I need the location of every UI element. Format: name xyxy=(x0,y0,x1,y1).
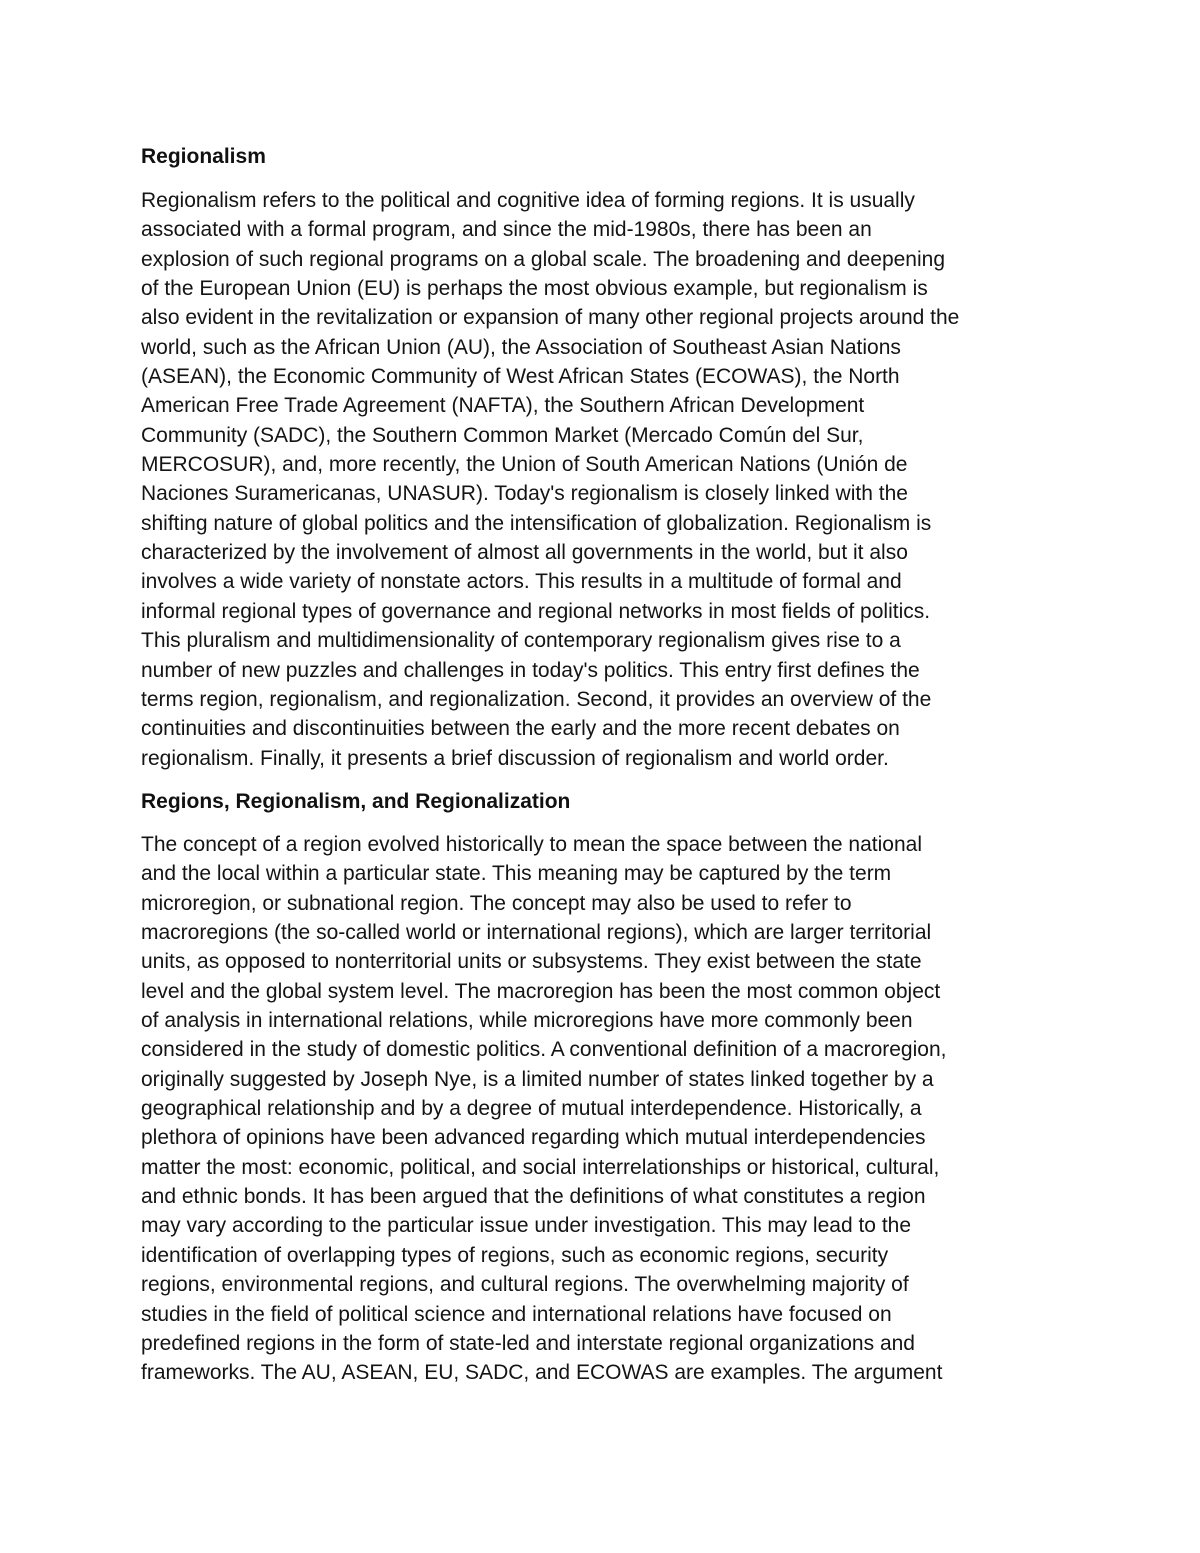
paragraph-line: identification of overlapping types of regions, such as economic regions, security xyxy=(141,1243,889,1267)
paragraph-line: level and the global system level. The macroregion has been the most common object xyxy=(141,979,941,1003)
paragraph-line: characterized by the involvement of almost all governments in the world, but it also xyxy=(141,541,908,565)
section-heading: Regions, Regionalism, and Regionalization xyxy=(141,790,571,813)
paragraph-line: and the local within a particular state. This meaning may be captured by the term xyxy=(141,862,892,886)
paragraph-line: geographical relationship and by a degree of mutual interdependence. Historically, a xyxy=(141,1097,922,1121)
paragraph-line: regions, environmental regions, and cultural regions. The overwhelming majority of xyxy=(141,1273,909,1297)
paragraph-line: continuities and discontinuities between the early and the more recent debates on xyxy=(141,717,900,741)
paragraph-line: terms region, regionalism, and regionalization. Second, it provides an overview of the xyxy=(141,687,932,711)
document-title: Regionalism xyxy=(141,145,266,168)
paragraph-line: Naciones Suramericanas, UNASUR). Today's regionalism is closely linked with the xyxy=(141,482,908,506)
paragraph-line: shifting nature of global politics and the intensification of globalization. Regionalism is xyxy=(141,511,932,535)
paragraph-line: This pluralism and multidimensionality of contemporary regionalism gives rise to a xyxy=(141,629,901,653)
paragraph-line: plethora of opinions have been advanced regarding which mutual interdependencies xyxy=(141,1126,926,1150)
paragraph-line: Regionalism refers to the political and cognitive idea of forming regions. It is usually xyxy=(141,189,915,212)
paragraph-line: regionalism. Finally, it presents a brief discussion of regionalism and world order. xyxy=(141,746,889,770)
paragraph-line: originally suggested by Joseph Nye, is a limited number of states linked together by a xyxy=(141,1067,934,1091)
paragraph-line: units, as opposed to nonterritorial units or subsystems. They exist between the state xyxy=(141,950,922,974)
paragraph-line: studies in the field of political science and international relations have focused on xyxy=(141,1302,892,1326)
paragraph-line: involves a wide variety of nonstate actors. This results in a multitude of formal and xyxy=(141,570,902,594)
paragraph-line: American Free Trade Agreement (NAFTA), the Southern African Development xyxy=(141,394,865,418)
paragraph-line: also evident in the revitalization or expansion of many other regional projects around the xyxy=(141,306,960,330)
paragraph-line: of analysis in international relations, while microregions have more commonly been xyxy=(141,1009,913,1033)
paragraph-line: world, such as the African Union (AU), the Association of Southeast Asian Nations xyxy=(141,335,901,359)
paragraph-line: (ASEAN), the Economic Community of West African States (ECOWAS), the North xyxy=(141,365,900,389)
paragraph-line: considered in the study of domestic politics. A conventional definition of a macroregion, xyxy=(141,1038,947,1062)
paragraph-line: Community (SADC), the Southern Common Market (Mercado Común del Sur, xyxy=(141,423,864,447)
section-paragraph xyxy=(141,830,946,1388)
paragraph-line: macroregions (the so-called world or international regions), which are larger territorial xyxy=(141,921,932,945)
paragraph-line: may vary according to the particular issue under investigation. This may lead to the xyxy=(141,1214,912,1238)
paragraph-line: associated with a formal program, and since the mid-1980s, there has been an xyxy=(141,218,872,242)
paragraph-line: predefined regions in the form of state-led and interstate regional organizations and xyxy=(141,1331,915,1355)
paragraph-line: microregion, or subnational region. The concept may also be used to refer to xyxy=(141,891,852,915)
paragraph-line: explosion of such regional programs on a global scale. The broadening and deepening xyxy=(141,247,946,271)
paragraph-line: MERCOSUR), and, more recently, the Union of South American Nations (Unión de xyxy=(141,453,908,477)
paragraph-line: frameworks. The AU, ASEAN, EU, SADC, and ECOWAS are examples. The argument xyxy=(141,1361,943,1385)
paragraph-line: and ethnic bonds. It has been argued that the definitions of what constitutes a region xyxy=(141,1185,926,1209)
intro-paragraph xyxy=(141,186,959,773)
paragraph-line: The concept of a region evolved historically to mean the space between the national xyxy=(141,833,922,856)
paragraph-line: number of new puzzles and challenges in today's politics. This entry first defines the xyxy=(141,658,920,682)
paragraph-line: matter the most: economic, political, and social interrelationships or historical, cultural, xyxy=(141,1155,940,1179)
paragraph-line: of the European Union (EU) is perhaps the most obvious example, but regionalism is xyxy=(141,277,928,301)
paragraph-line: informal regional types of governance and regional networks in most fields of politics. xyxy=(141,599,931,623)
